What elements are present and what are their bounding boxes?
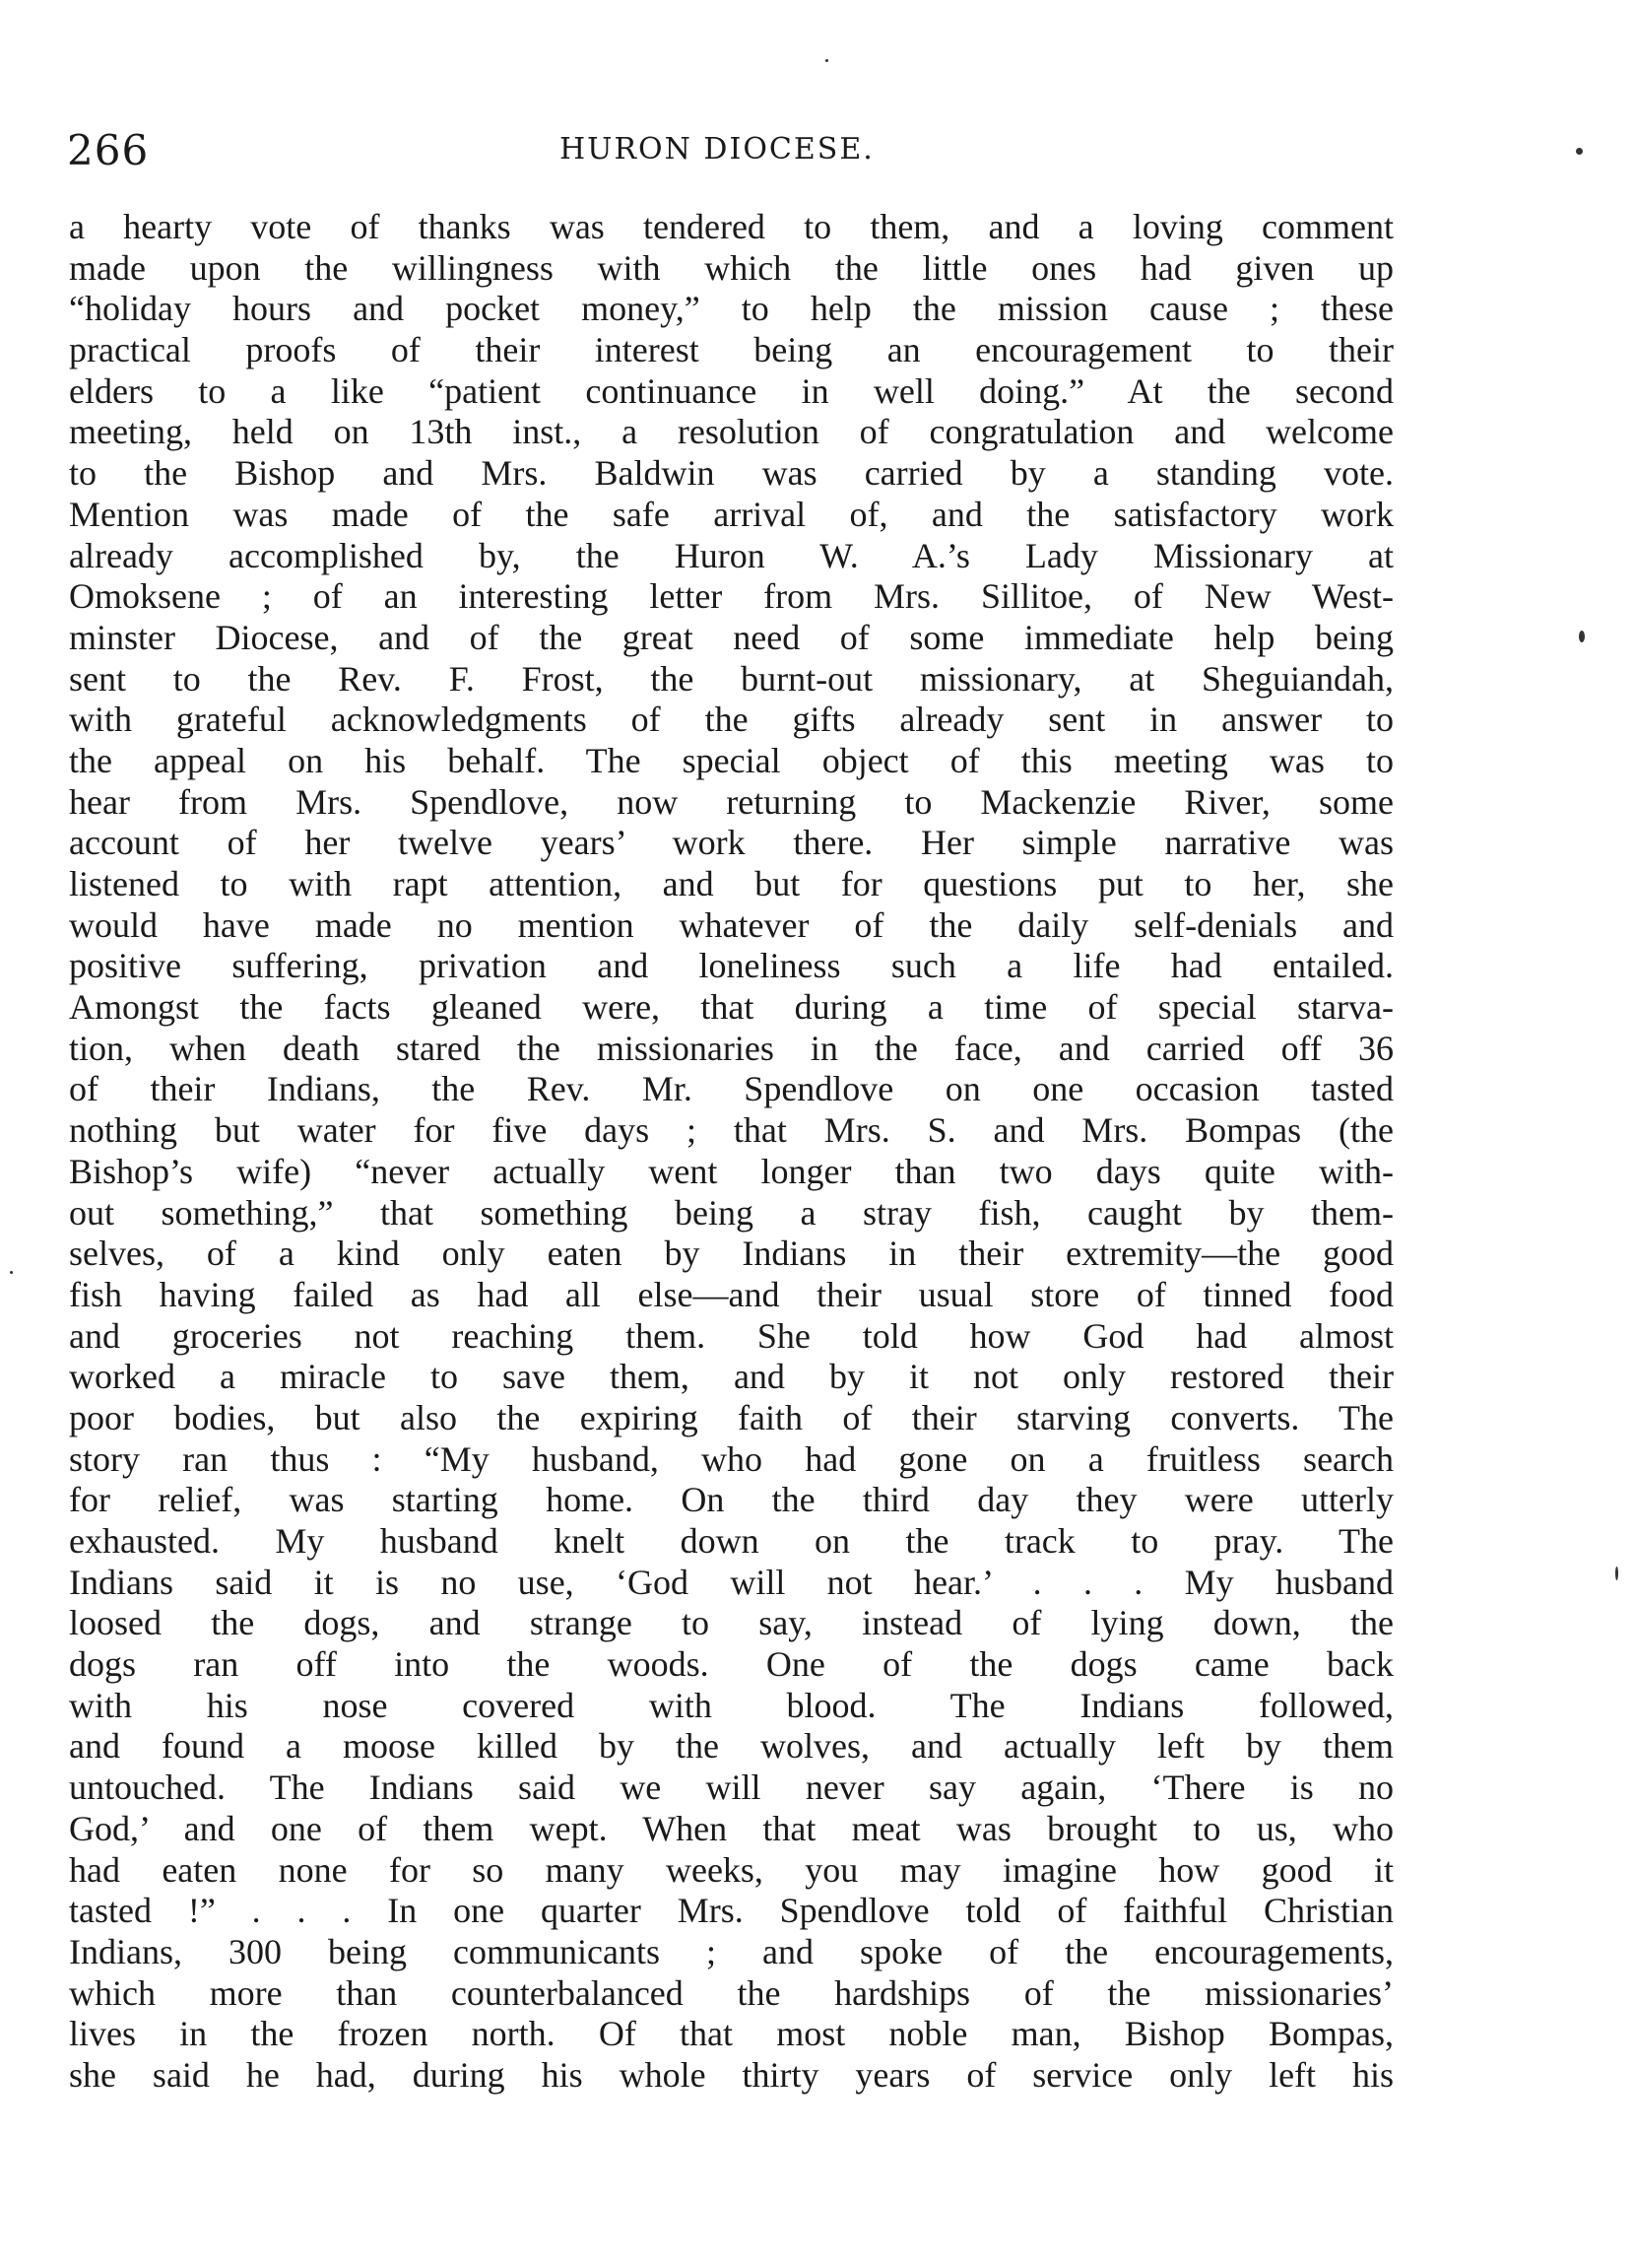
text-line: fish having failed as had all else—and their usual store of tinned food — [69, 1274, 1394, 1314]
running-title: HURON DIOCESE. — [559, 132, 875, 167]
ink-speck — [10, 1271, 13, 1274]
text-line: selves, of a kind only eaten by Indians in their extremity—the good — [69, 1234, 1394, 1274]
text-line: made upon the willingness with which the little ones had given up — [69, 247, 1394, 288]
text-line: she said he had, during his whole thirty years of service only left his — [69, 2054, 1394, 2095]
text-line: “holiday hours and pocket money,” to help the mission cause ; these — [69, 289, 1394, 329]
text-line: hear from Mrs. Spendlove, now returning to Mackenzie River, some — [69, 781, 1394, 822]
text-line: worked a miracle to save them, and by it not only restored their — [69, 1357, 1394, 1397]
text-line: nothing but water for five days ; that Mrs. S. and Mrs. Bompas (the — [69, 1110, 1394, 1151]
text-line: would have made no mention whatever of the daily self-denials and — [69, 904, 1394, 945]
text-line: Amongst the facts gleaned were, that during a time of special starva- — [69, 987, 1394, 1028]
ink-speck — [1579, 631, 1585, 642]
text-line: of their Indians, the Rev. Mr. Spendlove on one occasion tasted — [69, 1069, 1394, 1109]
text-line: poor bodies, but also the expiring faith of their starving converts. The — [69, 1397, 1394, 1437]
text-line: Indians said it is no use, ‘God will not hear.’ . . . My husband — [69, 1562, 1394, 1602]
ink-speck — [1576, 148, 1583, 155]
ink-speck — [1615, 1567, 1618, 1580]
text-line: Bishop’s wife) “never actually went longer than two days quite with- — [69, 1151, 1394, 1191]
text-line: and found a moose killed by the wolves, and actually left by them — [69, 1726, 1394, 1767]
text-line: untouched. The Indians said we will never say again, ‘There is no — [69, 1768, 1394, 1808]
text-line: lives in the frozen north. Of that most noble man, Bishop Bompas, — [69, 2014, 1394, 2054]
text-line: to the Bishop and Mrs. Baldwin was carried by a standing vote. — [69, 453, 1394, 494]
text-line: out something,” that something being a stray fish, caught by them- — [69, 1192, 1394, 1233]
text-line: positive suffering, privation and loneliness such a life had entailed. — [69, 946, 1394, 986]
text-line: Mention was made of the safe arrival of, and the satisfactory work — [69, 494, 1394, 534]
text-line: had eaten none for so many weeks, you may imagine how good it — [69, 1849, 1394, 1890]
text-line: Indians, 300 being communicants ; and spoke of the encouragements, — [69, 1931, 1394, 1971]
text-line: with grateful acknowledgments of the gifts already sent in answer to — [69, 700, 1394, 740]
ink-speck — [825, 59, 828, 62]
text-line: tasted !” . . . In one quarter Mrs. Spendlove told of faithful Christian — [69, 1891, 1394, 1931]
text-line: with his nose covered with blood. The Indians followed, — [69, 1685, 1394, 1725]
text-line: exhausted. My husband knelt down on the track to pray. The — [69, 1521, 1394, 1561]
text-line: for relief, was starting home. On the third day they were utterly — [69, 1480, 1394, 1520]
text-line: sent to the Rev. F. Frost, the burnt-out missionary, at Sheguiandah, — [69, 658, 1394, 699]
text-line: and groceries not reaching them. She told how God had almost — [69, 1315, 1394, 1356]
text-line: loosed the dogs, and strange to say, instead of lying down, the — [69, 1603, 1394, 1643]
text-line: account of her twelve years’ work there. Her simple narrative was — [69, 823, 1394, 863]
text-line: elders to a like “patient continuance in well doing.” At the second — [69, 370, 1394, 411]
page-number: 266 — [67, 126, 150, 174]
text-line: God,’ and one of them wept. When that meat was brought to us, who — [69, 1808, 1394, 1848]
text-line: already accomplished by, the Huron W. A.’s Lady Missionary at — [69, 535, 1394, 575]
text-line: meeting, held on 13th inst., a resolution of congratulation and welcome — [69, 412, 1394, 452]
text-line: Omoksene ; of an interesting letter from Mrs. Sillitoe, of New West- — [69, 576, 1394, 617]
text-line: dogs ran off into the woods. One of the dogs came back — [69, 1644, 1394, 1685]
text-line: story ran thus : “My husband, who had gone on a fruitless search — [69, 1438, 1394, 1479]
page-header — [67, 126, 1387, 185]
body-text — [69, 207, 1394, 2097]
text-line: listened to with rapt attention, and but for questions put to her, she — [69, 864, 1394, 903]
text-line: practical proofs of their interest being an encouragement to their — [69, 330, 1394, 370]
text-line: tion, when death stared the missionaries in the face, and carried off 36 — [69, 1028, 1394, 1068]
text-line: minster Diocese, and of the great need of some immediate help being — [69, 617, 1394, 657]
text-line: a hearty vote of thanks was tendered to them, and a loving comment — [69, 207, 1394, 246]
text-line: which more than counterbalanced the hardships of the missionaries’ — [69, 1972, 1394, 2013]
text-line: the appeal on his behalf. The special object of this meeting was to — [69, 740, 1394, 780]
